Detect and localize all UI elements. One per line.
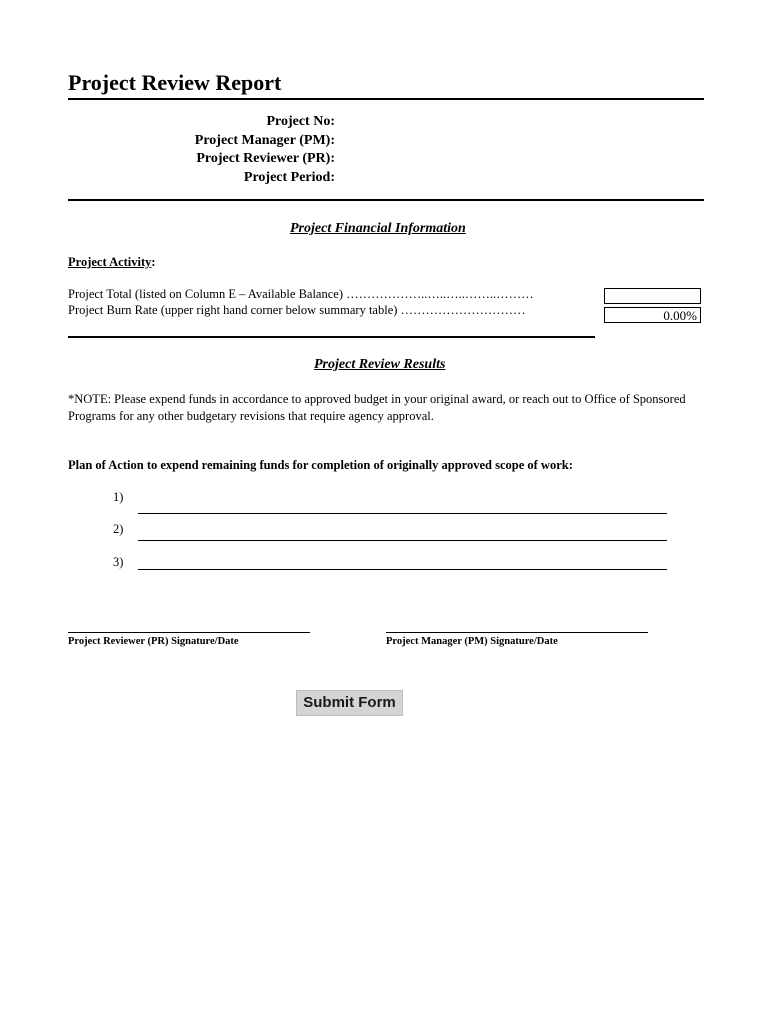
- manager-signature-label: Project Manager (PM) Signature/Date: [386, 636, 558, 647]
- plan-of-action-label: Plan of Action to expend remaining funds for completion of originally approved scope of work:: [68, 458, 573, 472]
- project-reviewer-label: Project Reviewer (PR):: [196, 151, 335, 166]
- results-section-title: Project Review Results: [314, 357, 446, 372]
- plan-item-1-field[interactable]: [138, 499, 667, 514]
- burn-rate-label: Project Burn Rate (upper right hand corner below summary table) …………………………: [68, 303, 526, 317]
- item-3-number: 3): [113, 555, 124, 569]
- project-activity-colon: :: [151, 255, 156, 269]
- project-total-label: Project Total (listed on Column E – Available Balance) ………………..…..…..……..………: [68, 287, 534, 301]
- page-title: Project Review Report: [68, 70, 282, 95]
- reviewer-signature-label: Project Reviewer (PR) Signature/Date: [68, 636, 239, 647]
- financial-section-title: Project Financial Information: [290, 221, 466, 236]
- project-no-label: Project No:: [266, 114, 335, 129]
- item-1-number: 1): [113, 490, 124, 504]
- title-divider: [68, 98, 704, 100]
- manager-signature-line[interactable]: [386, 632, 648, 633]
- item-2-number: 2): [113, 522, 124, 536]
- project-activity-label: Project Activity: [68, 255, 152, 269]
- burn-rate-field[interactable]: 0.00%: [604, 307, 701, 323]
- project-activity-heading: [68, 255, 156, 270]
- header-divider: [68, 199, 704, 201]
- reviewer-signature-line[interactable]: [68, 632, 310, 633]
- submit-form-button[interactable]: Submit Form: [296, 690, 403, 716]
- plan-item-2-field[interactable]: [138, 526, 667, 541]
- budget-note: *NOTE: Please expend funds in accordance to approved budget in your original award, or reach out to Office of Sponsored Programs for any other budgetary revisions that require agency approval.: [68, 392, 686, 423]
- plan-item-3-field[interactable]: [138, 555, 667, 570]
- project-manager-label: Project Manager (PM):: [194, 133, 335, 148]
- project-total-field[interactable]: [604, 288, 701, 304]
- project-period-label: Project Period:: [243, 170, 335, 185]
- financial-divider: [68, 336, 595, 338]
